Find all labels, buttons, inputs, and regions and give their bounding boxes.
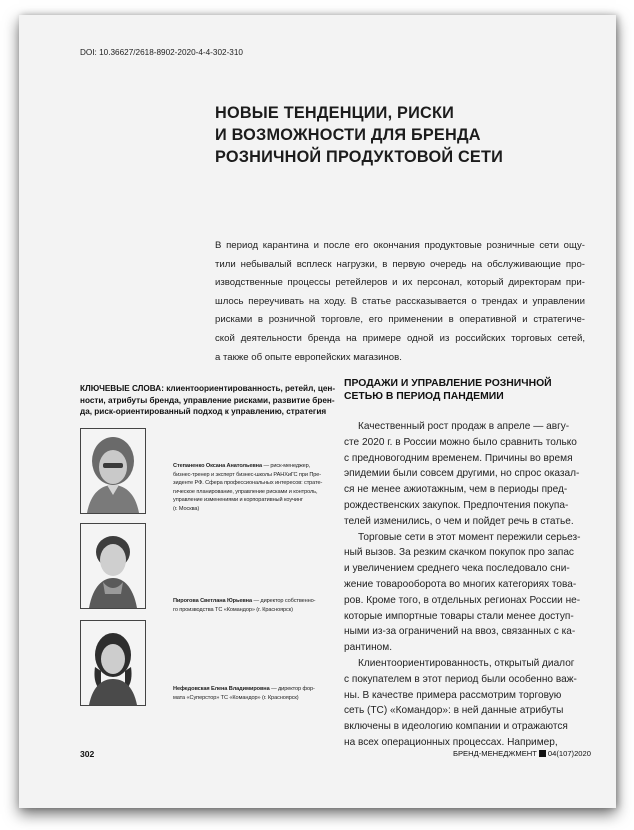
bio-line: зиденте РФ. Сфера профессиональных интересов: страте-: [173, 480, 323, 487]
abstract-line: а также об опыте европейских магазинов.: [215, 351, 402, 363]
body-line: Качественный рост продаж в апреле — авгу-: [358, 421, 570, 432]
body-line: на всех операционных процессах. Например,: [344, 736, 558, 748]
body-line: сеть (ТС) «Командор»: в ней данные атрибуты: [344, 705, 564, 717]
body-line: Клиентоориентированность, открытый диалог: [358, 657, 575, 669]
page-number: 302: [80, 749, 95, 759]
abstract-line: рисками в розничной торговле, его применении в оперативной и стратегиче-: [215, 314, 585, 326]
body-text: [344, 419, 584, 751]
bio-line: [173, 462, 323, 471]
body-line: с предновогодним временем. Причины во время: [344, 452, 573, 464]
square-separator-icon: [539, 750, 546, 757]
journal-name: БРЕНД-МЕНЕДЖМЕНТ: [453, 749, 537, 758]
body-line: рождественских закупок. Предпочтения покупа-: [344, 499, 569, 511]
bio-text: — риск-менеджер,: [263, 463, 311, 469]
body-line: ны. В качестве примера рассмотрим торговую: [344, 689, 562, 701]
author-bio-stepanenko: [173, 462, 323, 514]
keywords-block: [80, 383, 336, 418]
article-title: [215, 102, 585, 168]
body-line: ров. Кроме того, в отдельных регионах России не-: [344, 594, 581, 606]
journal-issue: 04(107)2020: [547, 749, 591, 758]
title-line: НОВЫЕ ТЕНДЕНЦИИ, РИСКИ: [215, 104, 454, 122]
author-photo-stepanenko: [80, 428, 146, 514]
bio-line: управление изменениями и корпоративный коучинг: [173, 497, 303, 504]
bio-line: гическое планирование, управление рисками и контроль,: [173, 488, 318, 495]
section-heading-line: ПРОДАЖИ И УПРАВЛЕНИЕ РОЗНИЧНОЙ: [344, 378, 552, 389]
author-bio-pirogova: [173, 597, 323, 614]
keywords-text: ности, атрибуты бренда, управление рисками, развитие брен-: [80, 395, 335, 405]
abstract-line: тили небывалый всплеск нагрузки, в первую очередь на обслуживающие про-: [215, 258, 585, 270]
bio-line: мата «Суперстор» ТС «Командор» (г. Красноярск): [173, 694, 299, 701]
keywords-line: [80, 383, 336, 395]
portrait-image: [81, 429, 145, 513]
body-line: телей изменились, о чем и пойдет речь в статье.: [344, 515, 574, 527]
author-name: Степаненко Оксана Анатольевна: [173, 463, 262, 469]
bio-line: [173, 597, 323, 606]
body-line: и увеличением среднего чека последовало сни-: [344, 563, 570, 575]
author-photo-nefedovskaya: [80, 620, 146, 706]
body-line: которые импортные товары стали менее доступ-: [344, 610, 574, 622]
body-line: Торговые сети в этот момент пережили серьез-: [358, 531, 581, 543]
body-line: с покупателем в этот период были особенно важ-: [344, 673, 577, 685]
portrait-image: [81, 621, 145, 705]
body-line: эпидемии были совсем другими, но спрос оказал-: [344, 468, 580, 480]
author-photo-pirogova: [80, 523, 146, 609]
abstract-line: В период карантина и после его окончания продуктовые розничные сети ощу-: [215, 240, 585, 251]
author-name: Нефедовская Елена Владимировна: [173, 686, 270, 692]
bio-line: бизнес-тренер и эксперт бизнес-школы РАНХиГС при Пре-: [173, 471, 322, 478]
section-heading: [344, 377, 584, 403]
author-bio-nefedovskaya: [173, 685, 323, 702]
author-name: Пирогова Светлана Юрьевна: [173, 598, 252, 604]
portrait-image: [81, 524, 145, 608]
abstract-line: шлось переучивать на ходу. В статье рассказывается о трендах и управлении: [215, 295, 585, 307]
abstract: [215, 237, 585, 367]
bio-line: го производства ТС «Командор» (г. Красноярск): [173, 606, 293, 613]
abstract-line: ской деятельности бренда на примере одной из российских торговых сетей,: [215, 332, 585, 344]
bio-text: — директор фор-: [271, 686, 315, 692]
body-line: жение товарооборота во многих категориях това-: [344, 578, 577, 590]
section-heading-line: СЕТЬЮ В ПЕРИОД ПАНДЕМИИ: [344, 391, 504, 402]
body-line: сте 2020 г. в России можно было сравнить только: [344, 436, 577, 448]
title-line: РОЗНИЧНОЙ ПРОДУКТОВОЙ СЕТИ: [215, 148, 504, 166]
bio-text: — директор собственно-: [253, 598, 316, 604]
body-line: ся не менее ажиотажным, чем в периоды пред-: [344, 484, 568, 496]
body-line: рантином.: [344, 642, 392, 654]
body-line: ный вызов. За резким скачком покупок про запас: [344, 547, 574, 559]
journal-page: [19, 15, 616, 808]
body-line: ными из-за ограничений на ввоз, связанных с ка-: [344, 626, 576, 638]
keywords-label: КЛЮЧЕВЫЕ СЛОВА:: [80, 384, 164, 393]
title-line: И ВОЗМОЖНОСТИ ДЛЯ БРЕНДА: [215, 126, 481, 144]
body-line: включены в идеологию компании и отражаются: [344, 721, 568, 733]
keywords-text: клиентоориентированность, ретейл, цен-: [166, 384, 336, 393]
keywords-text: да, риск-ориентированный подход к управлению, стратегия: [80, 407, 327, 416]
bio-line: [173, 685, 323, 694]
journal-footer: [453, 749, 591, 758]
doi-line: DOI: 10.36627/2618-8902-2020-4-4-302-310: [80, 48, 243, 57]
abstract-line: изводственные процессы ретейлеров и их персонал, который директорам при-: [215, 277, 585, 289]
bio-line: (г. Москва): [173, 505, 200, 512]
